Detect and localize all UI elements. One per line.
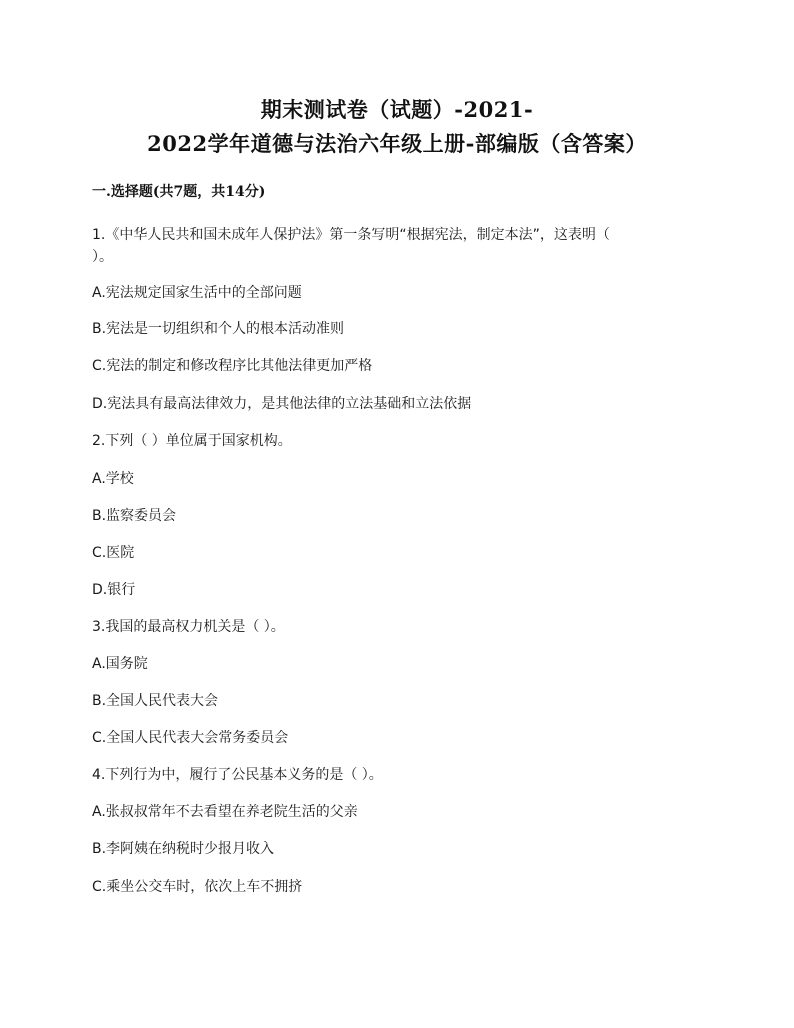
question-1-stem-continued: ）。 bbox=[92, 249, 113, 265]
question-2-option-b: B.监察委员会 bbox=[92, 508, 177, 524]
question-4-option-b: B.李阿姨在纳税时少报月收入 bbox=[92, 841, 275, 857]
question-1-option-c: C.宪法的制定和修改程序比其他法律更加严格 bbox=[92, 358, 373, 374]
question-3-option-a: A.国务院 bbox=[92, 656, 148, 672]
question-2-option-c: C.医院 bbox=[92, 545, 135, 561]
question-2-option-d: D.银行 bbox=[92, 582, 136, 598]
document-title-line-1: 期末测试卷（试题）-2021- bbox=[260, 97, 534, 122]
document-title-line-2: 2022学年道德与法治六年级上册-部编版（含答案） bbox=[147, 131, 647, 156]
question-1-option-a: A.宪法规定国家生活中的全部问题 bbox=[92, 285, 302, 301]
question-1-option-d: D.宪法具有最高法律效力，是其他法律的立法基础和立法依据 bbox=[92, 396, 472, 412]
question-1-stem: 1.《中华人民共和国未成年人保护法》第一条写明“根据宪法，制定本法”，这表明（ bbox=[92, 227, 610, 243]
question-3-stem: 3.我国的最高权力机关是（ ）。 bbox=[92, 619, 285, 635]
question-3-option-b: B.全国人民代表大会 bbox=[92, 693, 219, 709]
question-3-option-c: C.全国人民代表大会常务委员会 bbox=[92, 730, 289, 746]
question-4-option-a: A.张叔叔常年不去看望在养老院生活的父亲 bbox=[92, 804, 358, 820]
question-4-stem: 4.下列行为中，履行了公民基本义务的是（ ）。 bbox=[92, 767, 383, 783]
question-2-option-a: A.学校 bbox=[92, 471, 134, 487]
section-heading: 一.选择题(共7题，共14分) bbox=[92, 184, 266, 200]
question-2-stem: 2.下列（ ）单位属于国家机构。 bbox=[92, 433, 292, 449]
question-4-option-c: C.乘坐公交车时，依次上车不拥挤 bbox=[92, 879, 303, 895]
question-1-option-b: B.宪法是一切组织和个人的根本活动准则 bbox=[92, 321, 345, 337]
